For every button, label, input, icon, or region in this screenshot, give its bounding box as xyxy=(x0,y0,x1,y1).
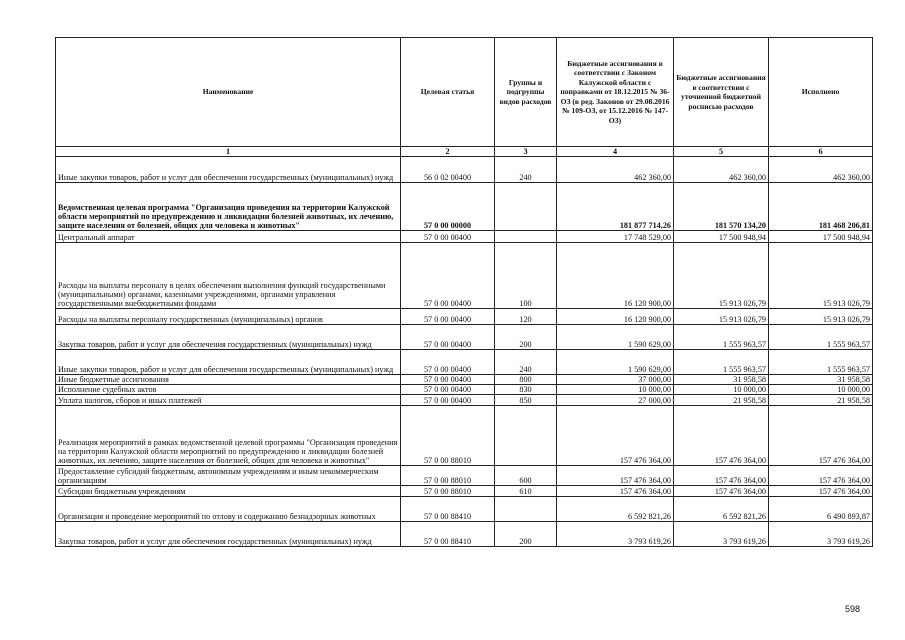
cell-executed: 21 958,58 xyxy=(769,395,873,406)
cell-law: 157 476 364,00 xyxy=(557,486,674,497)
cell-target: 57 0 00 00400 xyxy=(401,395,495,406)
cell-target: 57 0 00 88010 xyxy=(401,406,495,466)
table-row xyxy=(56,497,873,522)
column-number: 6 xyxy=(769,147,873,157)
cell-name: Центральный аппарат xyxy=(56,231,401,243)
cell-revised: 462 360,00 xyxy=(674,157,769,183)
cell-revised: 1 555 963,57 xyxy=(674,350,769,375)
column-number: 4 xyxy=(557,147,674,157)
cell-law: 16 120 900,00 xyxy=(557,309,674,325)
cell-target: 57 0 00 00400 xyxy=(401,309,495,325)
cell-executed: 3 793 619,26 xyxy=(769,522,873,547)
cell-revised: 157 476 364,00 xyxy=(674,486,769,497)
cell-name: Закупка товаров, работ и услуг для обеспечения государственных (муниципальных) нужд xyxy=(56,325,401,350)
cell-name: Расходы на выплаты персоналу государственных (муниципальных) органов xyxy=(56,309,401,325)
cell-revised: 15 913 026,79 xyxy=(674,309,769,325)
table-row xyxy=(56,157,873,183)
table-row xyxy=(56,486,873,497)
cell-law: 1 590 629,00 xyxy=(557,350,674,375)
header-row xyxy=(56,38,873,147)
cell-revised: 157 476 364,00 xyxy=(674,406,769,466)
table-row xyxy=(56,231,873,243)
cell-revised: 6 592 821,26 xyxy=(674,497,769,522)
cell-name: Иные закупки товаров, работ и услуг для обеспечения государственных (муниципальных) нужд xyxy=(56,350,401,375)
cell-law: 10 000,00 xyxy=(557,385,674,395)
table-row xyxy=(56,385,873,395)
budget-table xyxy=(55,37,873,547)
cell-executed: 1 555 963,57 xyxy=(769,325,873,350)
cell-target: 57 0 00 00000 xyxy=(401,183,495,231)
cell-group: 850 xyxy=(495,395,557,406)
cell-law: 1 590 629,00 xyxy=(557,325,674,350)
cell-revised: 181 570 134,20 xyxy=(674,183,769,231)
cell-name: Иные закупки товаров, работ и услуг для обеспечения государственных (муниципальных) нужд xyxy=(56,157,401,183)
cell-law: 37 000,00 xyxy=(557,375,674,385)
cell-law: 6 592 821,26 xyxy=(557,497,674,522)
cell-target: 56 0 02 00400 xyxy=(401,157,495,183)
cell-revised: 1 555 963,57 xyxy=(674,325,769,350)
header-executed: Исполнено xyxy=(769,38,873,147)
cell-executed: 6 490 893,87 xyxy=(769,497,873,522)
cell-law: 27 000,00 xyxy=(557,395,674,406)
cell-name: Ведомственная целевая программа "Организация проведения на территории Калужской области мероприятий по предупреждению и ликвидации болезней животных, их лечению, защите населения от болезней, общих для человека и животных" xyxy=(56,183,401,231)
cell-target: 57 0 00 00400 xyxy=(401,243,495,309)
cell-group: 800 xyxy=(495,375,557,385)
header-law: Бюджетные ассигнования в соответствии с Законом Калужской области с поправками от 18.12.2015 № 36-ОЗ (в ред. Законов от 29.08.2016 № 109-ОЗ, от 15.12.2016 № 147-ОЗ) xyxy=(557,38,674,147)
table-row xyxy=(56,406,873,466)
header-groups: Группы и подгруппы видов расходов xyxy=(495,38,557,147)
cell-executed: 15 913 026,79 xyxy=(769,309,873,325)
cell-executed: 31 958,58 xyxy=(769,375,873,385)
table-row xyxy=(56,325,873,350)
cell-law: 17 748 529,00 xyxy=(557,231,674,243)
cell-group: 120 xyxy=(495,309,557,325)
cell-executed: 157 476 364,00 xyxy=(769,466,873,486)
table-body xyxy=(56,157,873,547)
table-row xyxy=(56,375,873,385)
table-row xyxy=(56,309,873,325)
cell-revised: 15 913 026,79 xyxy=(674,243,769,309)
cell-law: 157 476 364,00 xyxy=(557,466,674,486)
page-number: 598 xyxy=(845,604,861,614)
cell-group xyxy=(495,183,557,231)
table-row xyxy=(56,466,873,486)
cell-group: 100 xyxy=(495,243,557,309)
cell-executed: 10 000,00 xyxy=(769,385,873,395)
cell-group: 240 xyxy=(495,350,557,375)
cell-executed: 15 913 026,79 xyxy=(769,243,873,309)
cell-name: Закупка товаров, работ и услуг для обеспечения государственных (муниципальных) нужд xyxy=(56,522,401,547)
cell-executed: 17 500 948,94 xyxy=(769,231,873,243)
header-target: Целевая статья xyxy=(401,38,495,147)
cell-law: 181 877 714,26 xyxy=(557,183,674,231)
cell-group: 830 xyxy=(495,385,557,395)
cell-target: 57 0 00 00400 xyxy=(401,350,495,375)
cell-name: Иные бюджетные ассигнования xyxy=(56,375,401,385)
column-number: 5 xyxy=(674,147,769,157)
cell-target: 57 0 00 00400 xyxy=(401,375,495,385)
cell-law: 3 793 619,26 xyxy=(557,522,674,547)
cell-law: 157 476 364,00 xyxy=(557,406,674,466)
cell-group: 240 xyxy=(495,157,557,183)
cell-revised: 10 000,00 xyxy=(674,385,769,395)
cell-name: Реализация мероприятий в рамках ведомственной целевой программы "Организация проведения на территории Калужской области мероприятий по предупреждению и ликвидации болезней животных, их лечению, защите населения от болезней, общих для человека и животных" xyxy=(56,406,401,466)
cell-law: 462 360,00 xyxy=(557,157,674,183)
column-number-row xyxy=(56,147,873,157)
cell-name: Расходы на выплаты персоналу в целях обеспечения выполнения функций государственными (муниципальными) органами, казенными учреждениями, органами управления государственными внебюджетными фондами xyxy=(56,243,401,309)
cell-group: 600 xyxy=(495,466,557,486)
cell-group xyxy=(495,497,557,522)
cell-target: 57 0 00 00400 xyxy=(401,385,495,395)
cell-group xyxy=(495,406,557,466)
cell-group: 200 xyxy=(495,325,557,350)
table-row xyxy=(56,183,873,231)
cell-executed: 1 555 963,57 xyxy=(769,350,873,375)
cell-revised: 17 500 948,94 xyxy=(674,231,769,243)
cell-executed: 157 476 364,00 xyxy=(769,486,873,497)
column-number: 3 xyxy=(495,147,557,157)
cell-target: 57 0 00 00400 xyxy=(401,325,495,350)
cell-revised: 31 958,58 xyxy=(674,375,769,385)
column-number: 2 xyxy=(401,147,495,157)
cell-target: 57 0 00 00400 xyxy=(401,231,495,243)
cell-group: 200 xyxy=(495,522,557,547)
cell-name: Уплата налогов, сборов и иных платежей xyxy=(56,395,401,406)
cell-executed: 462 360,00 xyxy=(769,157,873,183)
cell-name: Предоставление субсидий бюджетным, автономным учреждениям и иным некоммерческим организациям xyxy=(56,466,401,486)
cell-name: Субсидии бюджетным учреждениям xyxy=(56,486,401,497)
cell-law: 16 120 900,00 xyxy=(557,243,674,309)
cell-target: 57 0 00 88010 xyxy=(401,466,495,486)
cell-target: 57 0 00 88410 xyxy=(401,522,495,547)
cell-executed: 157 476 364,00 xyxy=(769,406,873,466)
header-revised: Бюджетные ассигнования в соответствии с уточненной бюджетной росписью расходов xyxy=(674,38,769,147)
table-row xyxy=(56,395,873,406)
cell-target: 57 0 00 88010 xyxy=(401,486,495,497)
cell-executed: 181 468 206,81 xyxy=(769,183,873,231)
cell-revised: 21 958,58 xyxy=(674,395,769,406)
cell-group: 610 xyxy=(495,486,557,497)
table-row xyxy=(56,243,873,309)
cell-name: Организация и проведение мероприятий по отлову и содержанию безнадзорных животных xyxy=(56,497,401,522)
cell-revised: 3 793 619,26 xyxy=(674,522,769,547)
column-number: 1 xyxy=(56,147,401,157)
cell-target: 57 0 00 88410 xyxy=(401,497,495,522)
table-row xyxy=(56,522,873,547)
table-row xyxy=(56,350,873,375)
cell-name: Исполнение судебных актов xyxy=(56,385,401,395)
cell-revised: 157 476 364,00 xyxy=(674,466,769,486)
cell-group xyxy=(495,231,557,243)
header-name: Наименование xyxy=(56,38,401,147)
